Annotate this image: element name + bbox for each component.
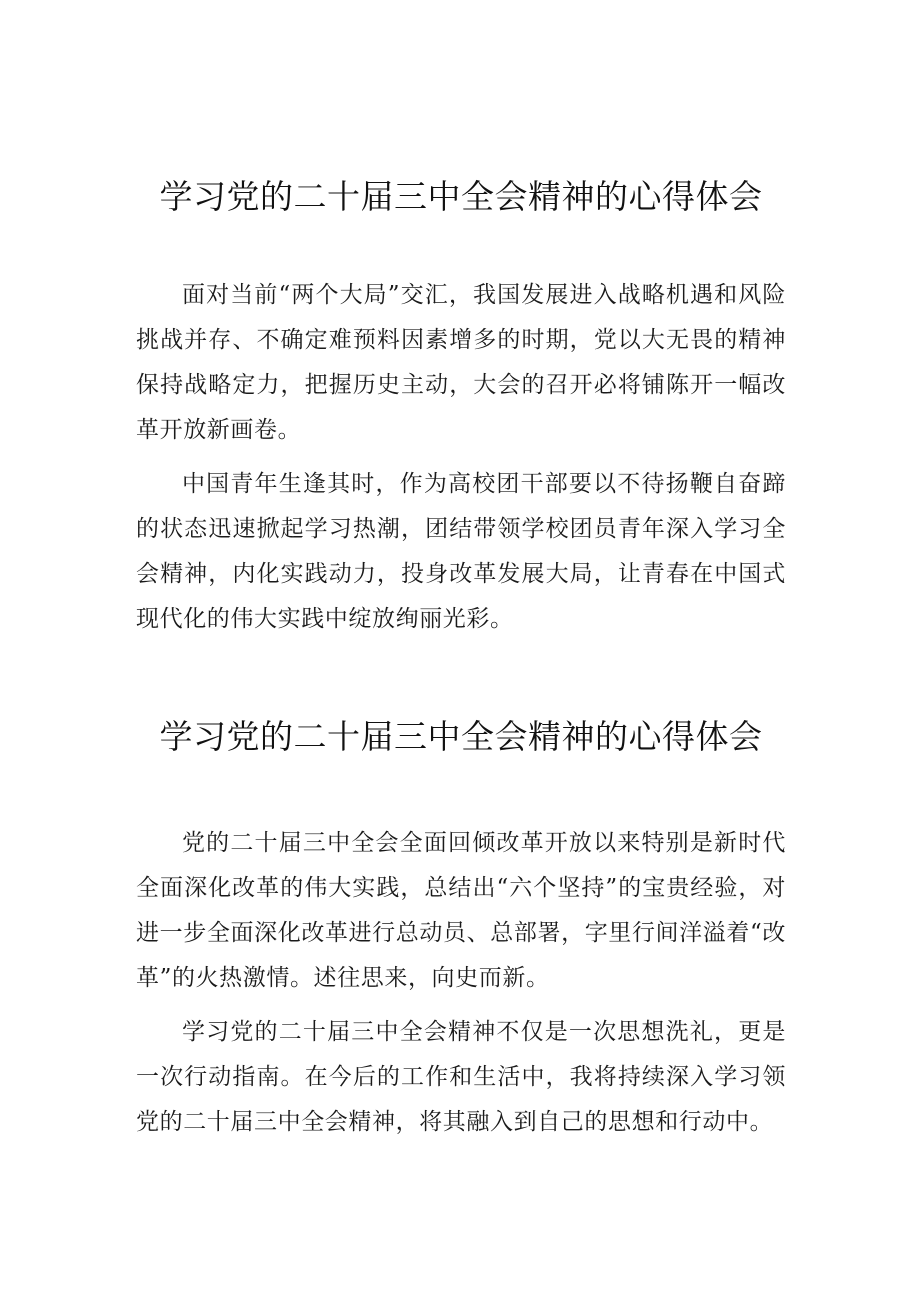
section-1-paragraph-2: 中国青年生逢其时，作为高校团干部要以不待扬鞭自奋蹄的状态迅速掀起学习热潮，团结带领学校团员青年深入学习全会精神，内化实践动力，投身改革发展大局，让青春在中国式现代化的伟大实践中绽放绚丽光彩。 [136, 471, 786, 632]
essay-section-1 [136, 172, 786, 642]
section-2-paragraph-2: 学习党的二十届三中全会精神不仅是一次思想洗礼，更是一次行动指南。在今后的工作和生活中，我将持续深入学习领党的二十届三中全会精神，将其融入到自己的思想和行动中。 [136, 1019, 786, 1135]
section-2-paragraph-1: 党的二十届三中全会全面回倾改革开放以来特别是新时代全面深化改革的伟大实践，总结出“六个坚持”的宝贵经验，对进一步全面深化改革进行总动员、总部署，字里行间洋溢着“改革”的火热激情。述往思来，向史而新。 [136, 830, 786, 991]
section-1-title: 学习党的二十届三中全会精神的心得体会 [159, 177, 763, 216]
essay-section-2 [136, 712, 786, 1145]
section-2-title: 学习党的二十届三中全会精神的心得体会 [159, 717, 763, 756]
section-1-paragraph-1: 面对当前“两个大局”交汇，我国发展进入战略机遇和风险挑战并存、不确定难预料因素增多的时期，党以大无畏的精神保持战略定力，把握历史主动，大会的召开必将铺陈开一幅改革开放新画卷。 [136, 282, 786, 443]
